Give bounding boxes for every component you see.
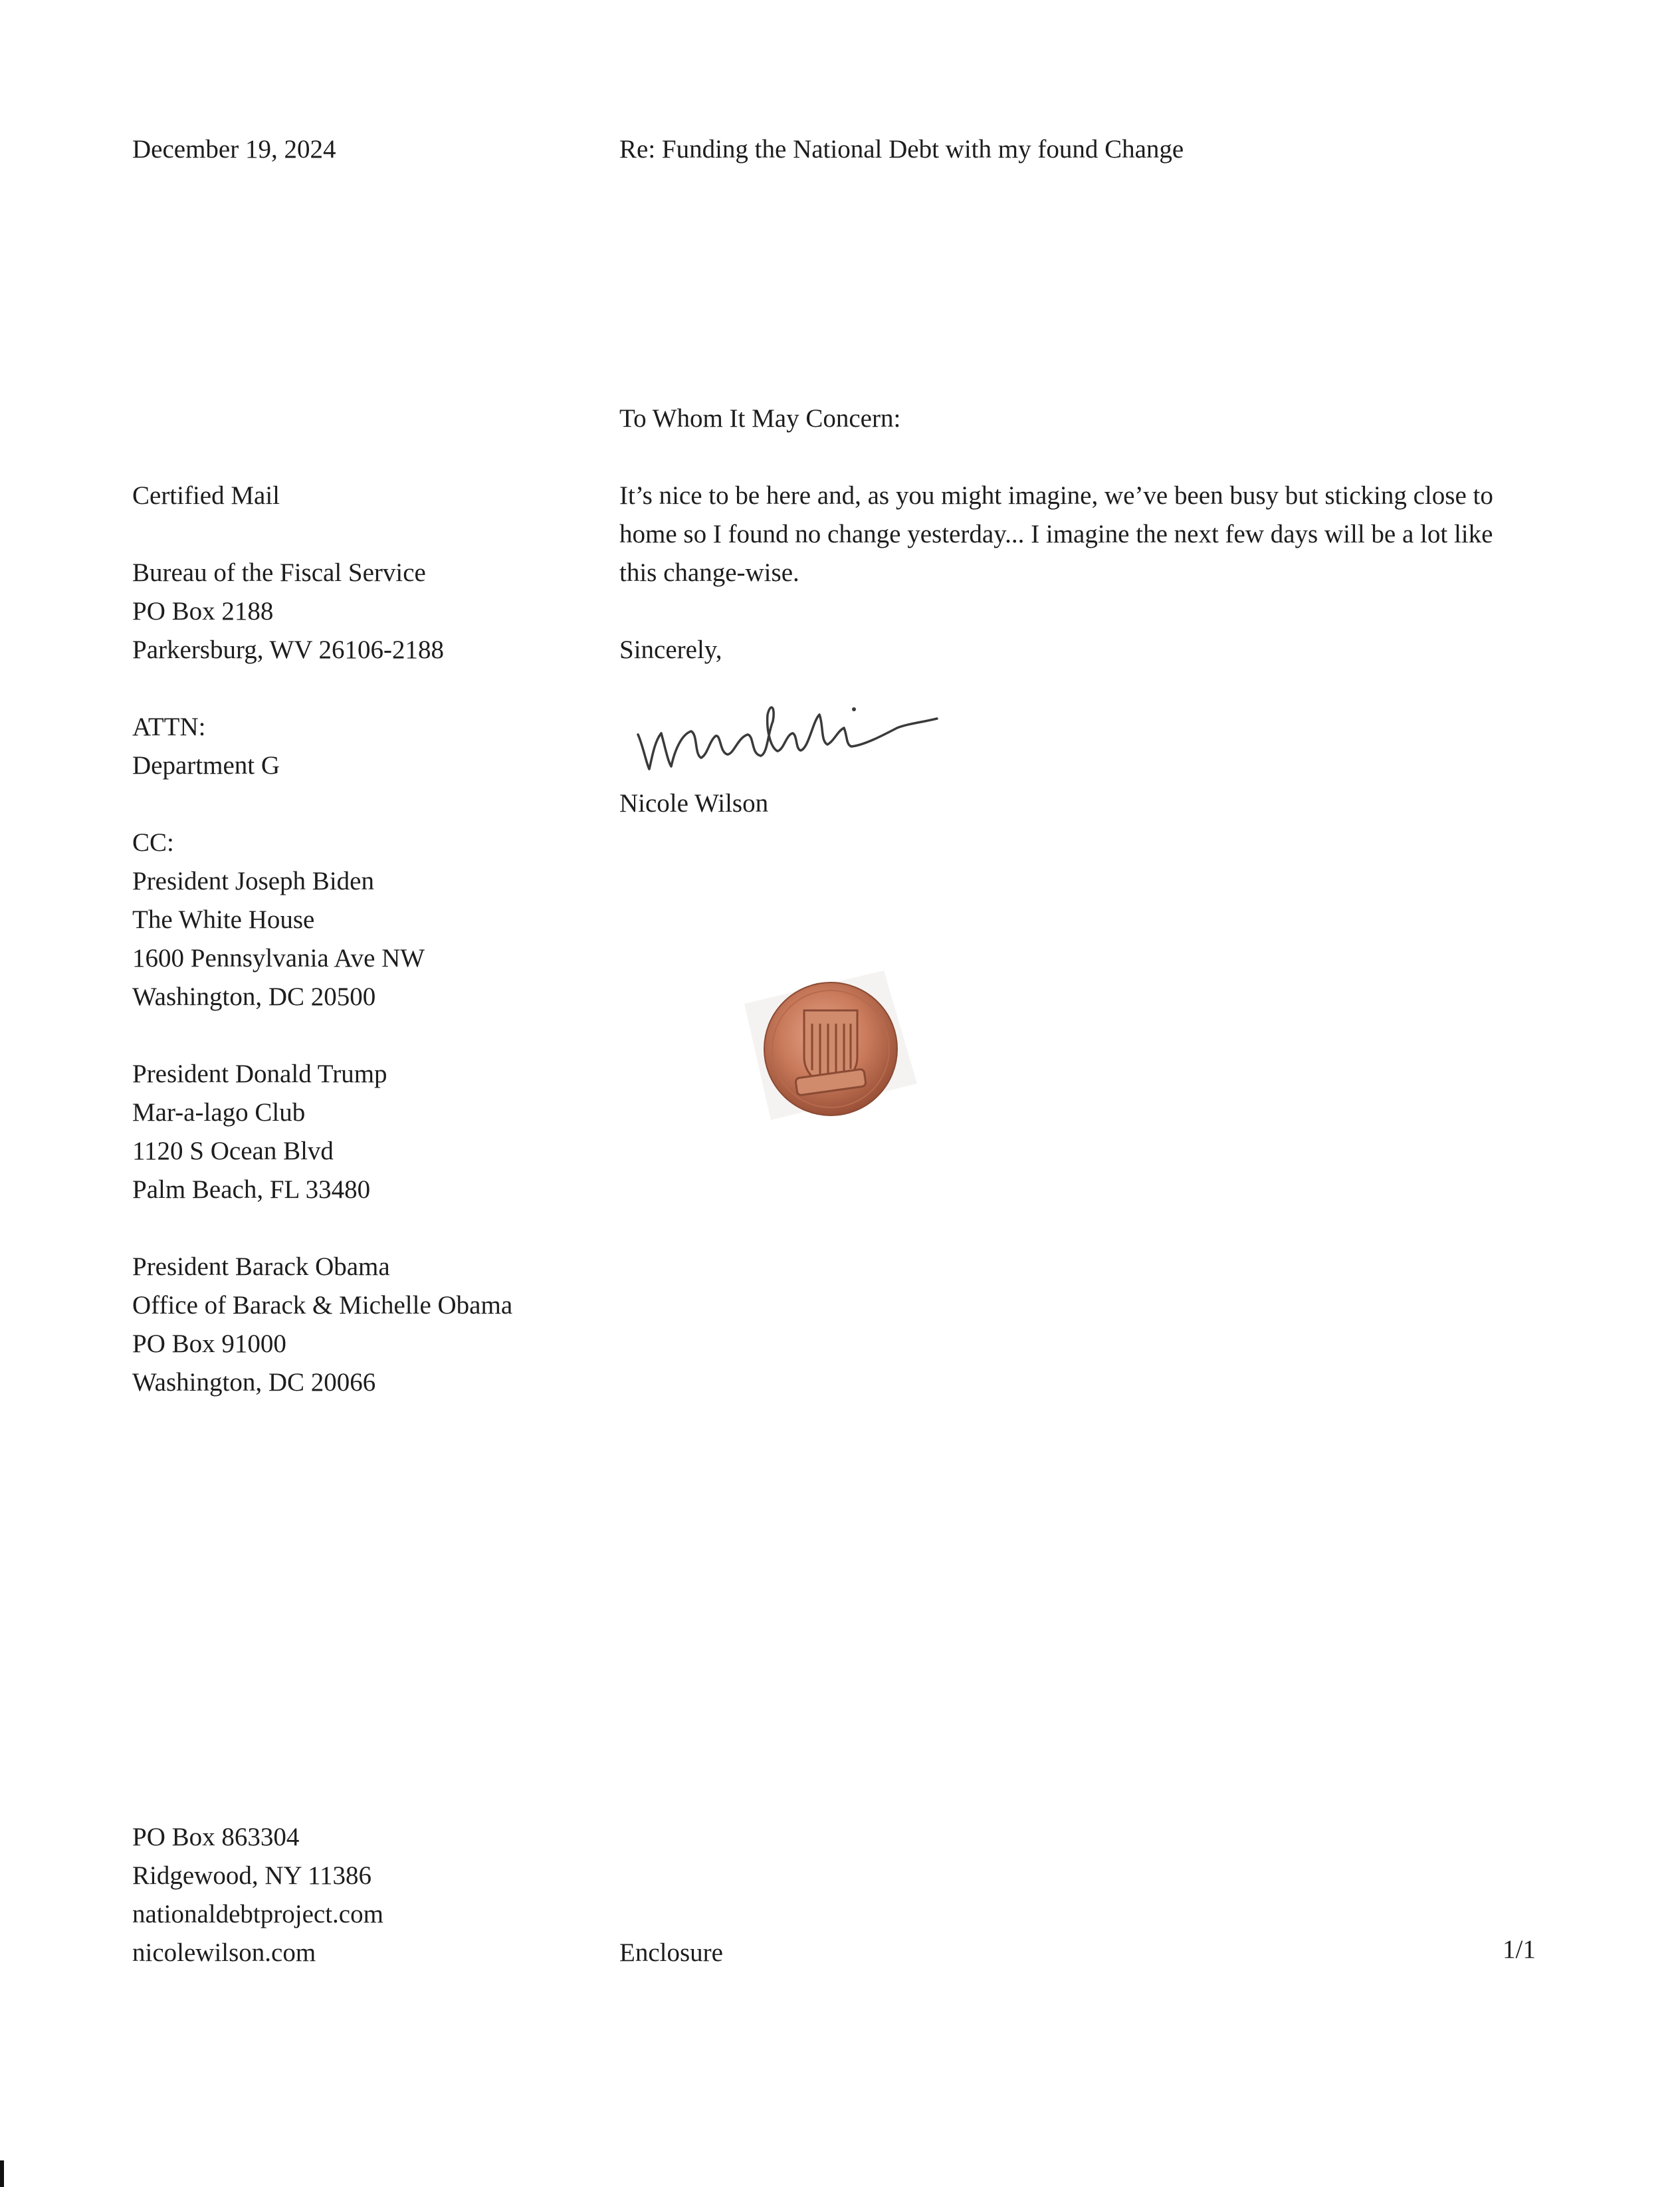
recipient-line: Bureau of the Fiscal Service [132, 558, 426, 587]
attn-label: ATTN: [132, 713, 206, 741]
mail-type: Certified Mail [132, 481, 280, 510]
cc-line: President Joseph Biden [132, 867, 374, 895]
cc-line: President Donald Trump [132, 1060, 387, 1088]
letter-body [619, 477, 1550, 669]
cc-line: PO Box 91000 [132, 1329, 286, 1358]
cc-line: Washington, DC 20500 [132, 982, 376, 1011]
body-line: It’s nice to be here and, as you might imagine, we’ve been busy but sticking close to [619, 481, 1493, 510]
sender-website: nicolewilson.com [132, 1938, 316, 1967]
subject-line: Re: Funding the National Debt with my found Change [619, 135, 1184, 164]
cc-line: The White House [132, 905, 315, 934]
scan-edge-mark [0, 2160, 4, 2187]
body-line: home so I found no change yesterday... I imagine the next few days will be a lot like [619, 520, 1493, 548]
cc-line: Mar-a-lago Club [132, 1098, 306, 1127]
recipient-line: PO Box 2188 [132, 597, 274, 626]
sender-address [132, 1818, 383, 1972]
enclosure-label: Enclosure [619, 1938, 723, 1967]
cc-line: Washington, DC 20066 [132, 1368, 376, 1397]
cc-line: 1120 S Ocean Blvd [132, 1137, 334, 1165]
attn-department: Department G [132, 751, 280, 780]
cc-line: President Barack Obama [132, 1252, 390, 1281]
salutation: To Whom It May Concern: [619, 404, 901, 433]
closing: Sincerely, [619, 635, 722, 664]
address-column [132, 477, 512, 1402]
cc-line: 1600 Pennsylvania Ave NW [132, 944, 425, 973]
body-line: this change-wise. [619, 558, 799, 587]
cc-label: CC: [132, 828, 174, 857]
penny-coin-image [731, 957, 924, 1130]
letter-date: December 19, 2024 [132, 135, 336, 164]
page-number: 1/1 [1503, 1935, 1536, 1964]
sender-website: nationaldebtproject.com [132, 1900, 383, 1928]
cc-line: Palm Beach, FL 33480 [132, 1175, 371, 1204]
cc-line: Office of Barack & Michelle Obama [132, 1291, 513, 1320]
sender-line: PO Box 863304 [132, 1823, 300, 1851]
signature-name: Nicole Wilson [619, 789, 769, 818]
signature-graphic [635, 695, 954, 781]
sender-line: Ridgewood, NY 11386 [132, 1861, 372, 1890]
recipient-line: Parkersburg, WV 26106-2188 [132, 635, 445, 664]
